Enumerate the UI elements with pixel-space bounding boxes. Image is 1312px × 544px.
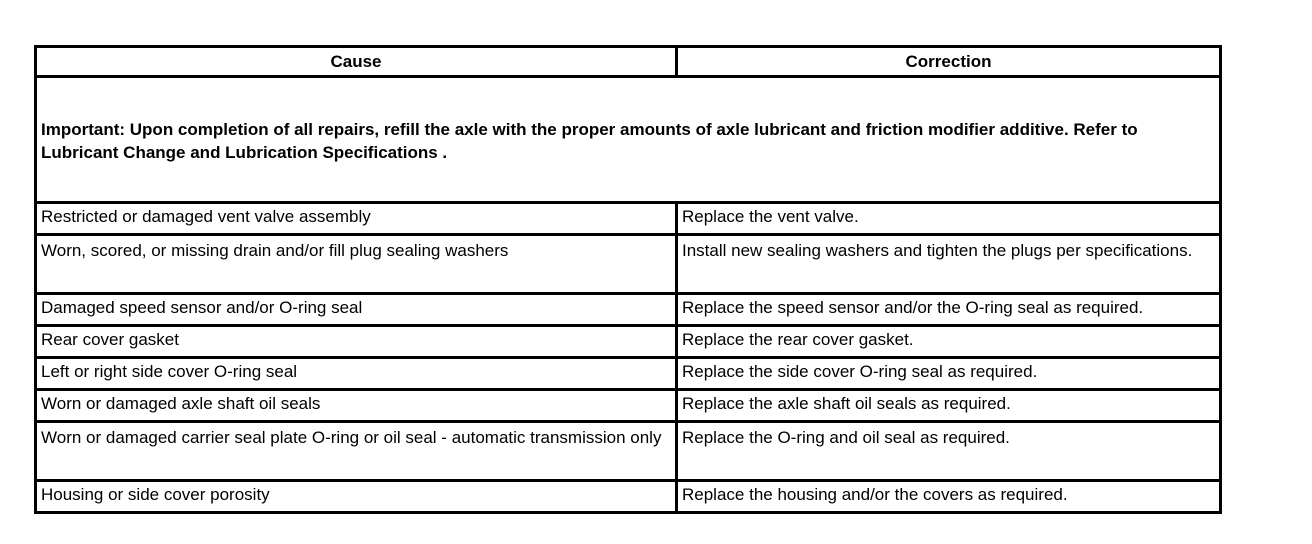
table-row xyxy=(36,422,1221,481)
cause-cell: Worn, scored, or missing drain and/or fill plug sealing washers xyxy=(36,235,677,294)
correction-cell: Replace the vent valve. xyxy=(677,203,1221,235)
cause-cell: Worn or damaged carrier seal plate O-ring or oil seal - automatic transmission only xyxy=(36,422,677,481)
cause-cell: Restricted or damaged vent valve assembly xyxy=(36,203,677,235)
table-row xyxy=(36,390,1221,422)
note-row xyxy=(36,77,1221,203)
correction-cell: Replace the side cover O-ring seal as required. xyxy=(677,358,1221,390)
header-row xyxy=(36,47,1221,77)
table-row xyxy=(36,294,1221,326)
correction-cell: Replace the axle shaft oil seals as required. xyxy=(677,390,1221,422)
cause-cell: Worn or damaged axle shaft oil seals xyxy=(36,390,677,422)
table-row xyxy=(36,235,1221,294)
cause-cell: Damaged speed sensor and/or O-ring seal xyxy=(36,294,677,326)
correction-cell: Replace the speed sensor and/or the O-ring seal as required. xyxy=(677,294,1221,326)
cause-cell: Housing or side cover porosity xyxy=(36,481,677,513)
cause-cell: Left or right side cover O-ring seal xyxy=(36,358,677,390)
correction-cell: Replace the O-ring and oil seal as required. xyxy=(677,422,1221,481)
table-row xyxy=(36,203,1221,235)
important-note: Important: Upon completion of all repairs, refill the axle with the proper amounts of axle lubricant and friction modifier additive. Refer to Lubricant Change and Lubrication Specifications . xyxy=(36,77,1221,203)
table-row xyxy=(36,481,1221,513)
correction-cell: Replace the rear cover gasket. xyxy=(677,326,1221,358)
diagnosis-table xyxy=(34,45,1222,514)
table-row xyxy=(36,326,1221,358)
header-correction: Correction xyxy=(677,47,1221,77)
header-cause: Cause xyxy=(36,47,677,77)
cause-cell: Rear cover gasket xyxy=(36,326,677,358)
table-row xyxy=(36,358,1221,390)
correction-cell: Replace the housing and/or the covers as required. xyxy=(677,481,1221,513)
correction-cell: Install new sealing washers and tighten the plugs per specifications. xyxy=(677,235,1221,294)
